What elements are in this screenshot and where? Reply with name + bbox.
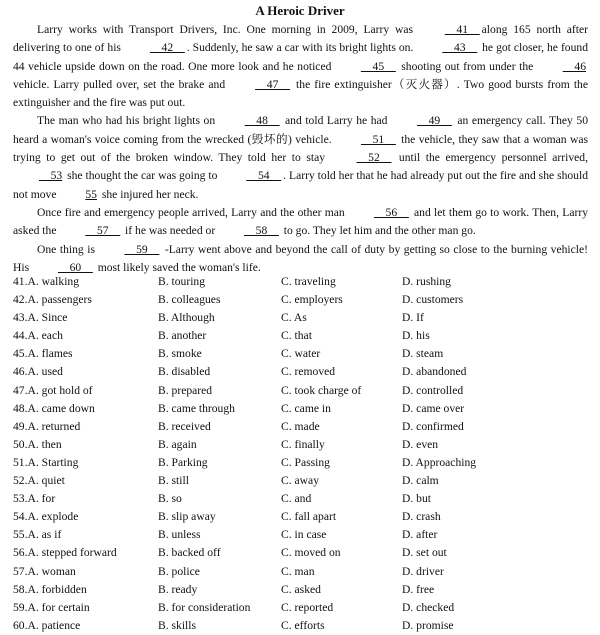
- option-a: 49.A. returned: [13, 419, 81, 433]
- option-c: C. finally: [281, 437, 325, 451]
- option-a: 46.A. used: [13, 365, 63, 379]
- passage-text: to go. They let him and the other man go.: [280, 224, 476, 238]
- option-c: C. away: [281, 474, 319, 488]
- option-a: 59.A. for certain: [13, 600, 90, 614]
- passage-text: along 165 north after delivering to one of his: [13, 23, 588, 55]
- passage-text: vehicle upside down on the road. One more look and he noticed: [24, 59, 335, 73]
- option-c: C. Passing: [281, 455, 330, 469]
- passage-text: an emergency call. They: [453, 114, 577, 128]
- passage-text: until the emergency personnel arrived,: [393, 151, 588, 165]
- option-c: C. came in: [281, 401, 331, 415]
- option-row-48: [13, 400, 593, 418]
- option-b: B. so: [158, 492, 182, 506]
- option-c: C. As: [281, 311, 307, 325]
- option-row-59: [13, 599, 593, 617]
- option-a: 47.A. got hold of: [13, 383, 93, 397]
- blank-52: __52__: [356, 151, 392, 165]
- option-a: 53.A. for: [13, 492, 56, 506]
- blank-58: __58__: [244, 224, 279, 238]
- option-d: D. controlled: [402, 383, 464, 397]
- passage-text: -Larry went above and beyond the call of duty by getting so close to the burning vehicle! His: [13, 242, 588, 274]
- passage-text: if he was needed or: [122, 224, 219, 238]
- option-row-60: [13, 617, 593, 635]
- option-a: 48.A. came down: [13, 401, 95, 415]
- option-b: B. colleagues: [158, 293, 221, 307]
- option-b: B. smoke: [158, 347, 202, 361]
- option-a: 45.A. flames: [13, 347, 73, 361]
- page-title: A Heroic Driver: [255, 3, 345, 18]
- option-row-54: [13, 508, 593, 526]
- blank-45: __45__: [360, 59, 396, 73]
- option-row-57: [13, 563, 593, 581]
- option-c: C. and: [281, 492, 312, 506]
- option-row-44: [13, 327, 593, 345]
- passage-text: most likely saved the woman's life.: [94, 260, 261, 274]
- blank-53: __53: [39, 169, 63, 183]
- option-b: B. slip away: [158, 510, 216, 524]
- option-row-45: [13, 345, 593, 363]
- option-c: C. in case: [281, 528, 327, 542]
- option-b: B. another: [158, 329, 207, 343]
- option-b: B. still: [158, 474, 189, 488]
- option-b: B. received: [158, 419, 211, 433]
- option-d: D. If: [402, 311, 424, 325]
- option-d: D. after: [402, 528, 438, 542]
- option-d: D. came over: [402, 401, 465, 415]
- option-d: D. crash: [402, 510, 441, 524]
- option-a: 43.A. Since: [13, 311, 68, 325]
- option-d: D. his: [402, 329, 430, 343]
- passage-text: and let them go to work. Then, Larry asked the: [13, 205, 588, 238]
- option-d: D. Approaching: [402, 455, 477, 469]
- blank-54: __54__: [246, 169, 282, 183]
- option-d: D. rushing: [402, 275, 451, 288]
- option-b: B. again: [158, 437, 197, 451]
- blank-59: __59__: [124, 242, 160, 256]
- paragraph-2: [13, 112, 588, 203]
- option-row-49: [13, 418, 593, 436]
- blank-43: __43__: [442, 41, 478, 55]
- option-a: 56.A. stepped forward: [13, 546, 117, 560]
- option-d: D. driver: [402, 564, 444, 578]
- option-row-50: [13, 436, 593, 454]
- option-c: C. that: [281, 329, 312, 343]
- answer-options: [13, 273, 593, 635]
- blank-49: __49__: [417, 114, 452, 128]
- option-row-41: [13, 273, 593, 291]
- option-b: B. for consideration: [158, 600, 251, 614]
- option-b: B. Parking: [158, 455, 208, 469]
- option-b: B. police: [158, 564, 200, 578]
- passage-text: she injured her neck.: [98, 187, 199, 201]
- passage-text: the fire extinguisher（灭火器）. Two good bursts from the extinguisher and the fire was put out.: [13, 77, 588, 110]
- passage-text: shooting out from under the: [397, 59, 537, 73]
- option-b: B. disabled: [158, 365, 211, 379]
- option-d: D. set out: [402, 546, 447, 560]
- option-b: B. skills: [158, 618, 197, 632]
- option-d: D. free: [402, 582, 435, 596]
- option-a: 54.A. explode: [13, 510, 79, 524]
- option-a: 51.A. Starting: [13, 455, 79, 469]
- option-a: 58.A. forbidden: [13, 582, 87, 596]
- option-c: C. employers: [281, 293, 343, 307]
- blank-47: __47__: [255, 77, 290, 91]
- option-d: D. abandoned: [402, 365, 467, 379]
- option-c: C. made: [281, 419, 320, 433]
- option-c: C. water: [281, 347, 321, 361]
- option-b: B. touring: [158, 275, 206, 288]
- option-d: D. calm: [402, 474, 439, 488]
- passage-text: Once fire and emergency people arrived, Larry and the other man: [37, 205, 348, 219]
- paragraph-1: [13, 21, 588, 112]
- option-row-42: [13, 291, 593, 309]
- option-d: D. promise: [402, 618, 454, 632]
- cloze-passage: [13, 21, 588, 277]
- option-c: C. efforts: [281, 618, 325, 632]
- passage-text: Larry works with Transport Drivers, Inc. One morning in 2009, Larry was: [37, 23, 419, 36]
- option-b: B. unless: [158, 528, 201, 542]
- option-c: C. fall apart: [281, 510, 337, 524]
- option-d: D. even: [402, 437, 439, 451]
- option-d: D. but: [402, 492, 431, 506]
- option-d: D. steam: [402, 347, 444, 361]
- option-a: 41.A. walking: [13, 275, 80, 288]
- blank-42: __42__: [149, 41, 185, 55]
- paragraph-3: [13, 204, 588, 241]
- option-row-47: [13, 382, 593, 400]
- passage-text: The man who had his bright lights on: [37, 114, 219, 128]
- blank-46: __46: [562, 59, 586, 73]
- blank-56: __56__: [373, 205, 409, 219]
- option-b: B. prepared: [158, 383, 213, 397]
- option-c: C. traveling: [281, 275, 336, 288]
- option-row-58: [13, 581, 593, 599]
- passage-text: . Larry told her that he had already put out the fire and she should not move: [13, 169, 588, 201]
- blank-60: __60__: [58, 260, 93, 274]
- option-row-56: [13, 544, 593, 562]
- option-b: B. came through: [158, 401, 235, 415]
- option-a: 52.A. quiet: [13, 474, 65, 488]
- option-a: 60.A. patience: [13, 618, 81, 632]
- option-row-53: [13, 490, 593, 508]
- option-c: C. moved on: [281, 546, 341, 560]
- option-b: B. Although: [158, 311, 215, 325]
- blank-48: __48__: [244, 114, 280, 128]
- option-c: C. took charge of: [281, 383, 362, 397]
- paragraph-4: [13, 241, 588, 278]
- option-d: D. customers: [402, 293, 464, 307]
- passage-text: and told Larry he had: [281, 114, 392, 128]
- blank-51: __51__: [361, 132, 396, 146]
- option-c: C. man: [281, 564, 315, 578]
- option-d: D. checked: [402, 600, 455, 614]
- blank-55: 55: [85, 187, 97, 201]
- passage-text: he got closer, he found: [479, 41, 588, 55]
- option-c: C. reported: [281, 600, 334, 614]
- option-a: 44.A. each: [13, 329, 63, 343]
- option-a: 55.A. as if: [13, 528, 62, 542]
- blank-44: 44: [13, 59, 25, 73]
- passage-text: . Suddenly, he saw a car with its bright lights on.: [186, 41, 417, 55]
- option-d: D. confirmed: [402, 419, 464, 433]
- passage-text: she thought the car was going to: [64, 169, 221, 183]
- blank-50: 50: [576, 114, 588, 128]
- option-row-55: [13, 526, 593, 544]
- passage-text: the vehicle, they saw that a woman was trying to get out of the broken window. They told her to stay: [13, 132, 588, 165]
- option-b: B. backed off: [158, 546, 221, 560]
- passage-text: One thing is: [37, 242, 99, 256]
- option-row-43: [13, 309, 593, 327]
- option-row-52: [13, 472, 593, 490]
- option-c: C. asked: [281, 582, 321, 596]
- option-row-46: [13, 363, 593, 381]
- blank-41: __41__: [444, 23, 480, 36]
- option-c: C. removed: [281, 365, 336, 379]
- blank-57: __57__: [85, 224, 121, 238]
- option-a: 57.A. woman: [13, 564, 76, 578]
- option-a: 42.A. passengers: [13, 293, 92, 307]
- option-a: 50.A. then: [13, 437, 62, 451]
- passage-text: heard a woman's voice coming from the wrecked (毁坏的) vehicle.: [13, 132, 335, 146]
- option-b: B. ready: [158, 582, 198, 596]
- passage-text: vehicle. Larry pulled over, set the brake and: [13, 77, 230, 91]
- option-row-51: [13, 454, 593, 472]
